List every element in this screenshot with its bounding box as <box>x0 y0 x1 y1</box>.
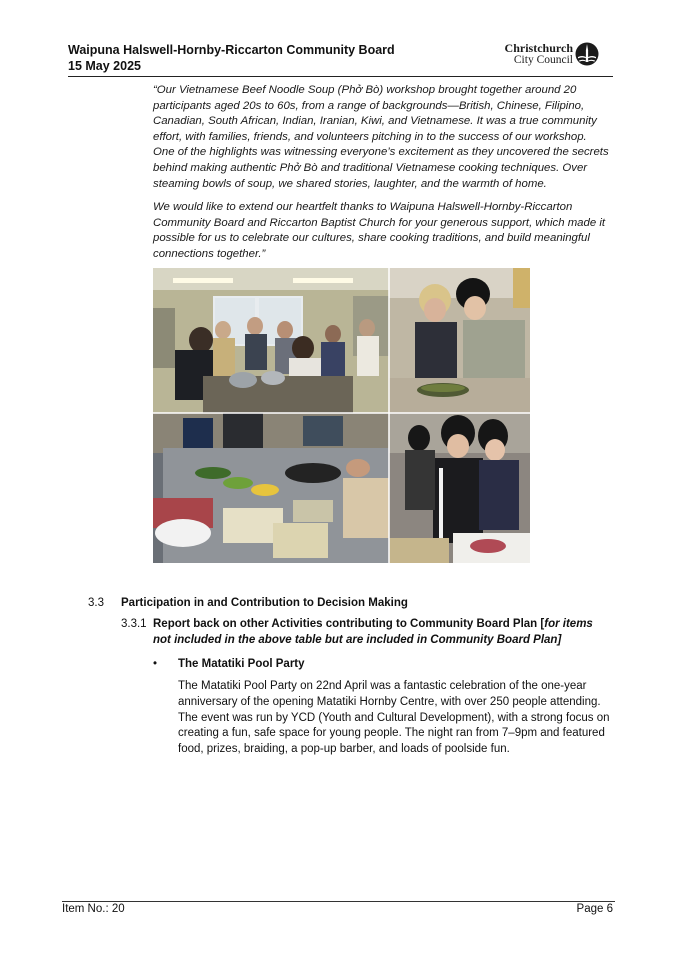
footer-divider <box>62 901 615 902</box>
photo-girls-preparing <box>389 413 530 563</box>
subsection-number: 3.3.1 <box>121 618 147 630</box>
council-logo <box>499 42 599 68</box>
item-number: Item No.: 20 <box>62 903 125 915</box>
subsection-title <box>153 617 613 648</box>
workshop-photo-collage <box>153 268 530 563</box>
section-title: Participation in and Contribution to Decision Making <box>121 597 408 609</box>
board-title: Waipuna Halswell-Hornby-Riccarton Community Board <box>68 43 395 57</box>
header-divider <box>68 76 613 77</box>
section-number: 3.3 <box>88 597 104 609</box>
quote-paragraph-1: “Our Vietnamese Beef Noodle Soup (Phở Bò) workshop brought together around 20 participants aged 20s to 60s, from a range of backgrounds—British, Chinese, Filipino, Canadian, South African, Indian, Iranian, Kiwi, and Vietnamese. It was a true community effort, with families, friends, and volunteers pitching in to the success of our workshop. One of the highlights was witnessing everyone’s excitement as they uncovered the secrets behind making authentic Phở Bò and traditional Vietnamese cooking techniques. Over steaming bowls of soup, we shared stories, laughter, and the warmth of home. <box>153 84 609 190</box>
photo-group-kitchen <box>153 268 389 413</box>
page-number: Page 6 <box>576 903 613 915</box>
logo-line2: City Council <box>513 54 573 66</box>
photo-women-cooking <box>389 268 530 413</box>
pool-party-paragraph: The Matatiki Pool Party on 22nd April was a fantastic celebration of the one-year anniversary of the opening Matatiki Hornby Centre, with over 250 people attending. The event was run by YCD (Youth and Cultural Development), with a strong focus on creating a fun, safe space for young people. The night ran from 7–9pm and featured food, prizes, braiding, a pop-up barber, and loads of poolside fun. <box>178 680 610 756</box>
bullet-title: The Matatiki Pool Party <box>178 658 305 670</box>
subsection-title-text: Report back on other Activities contributing to Community Board Plan [ <box>153 618 545 630</box>
bullet-marker: • <box>153 658 158 670</box>
subsection-title-italic: for items not included in the above table but are included in Community Board Plan] <box>153 618 593 646</box>
meeting-date: 15 May 2025 <box>68 59 141 73</box>
photo-collage-image <box>153 268 530 563</box>
cathedral-logo-icon <box>575 42 599 66</box>
photo-ingredients-table <box>153 413 389 563</box>
page-header <box>68 40 613 76</box>
quote-paragraph-2: We would like to extend our heartfelt thanks to Waipuna Halswell-Hornby-Riccarton Community Board and Riccarton Baptist Church for your generous support, which made it possible for us to celebrate our cultures, share cooking traditions, and build meaningful connections together.” <box>153 201 606 260</box>
logo-line1: Christchurch <box>504 41 573 55</box>
